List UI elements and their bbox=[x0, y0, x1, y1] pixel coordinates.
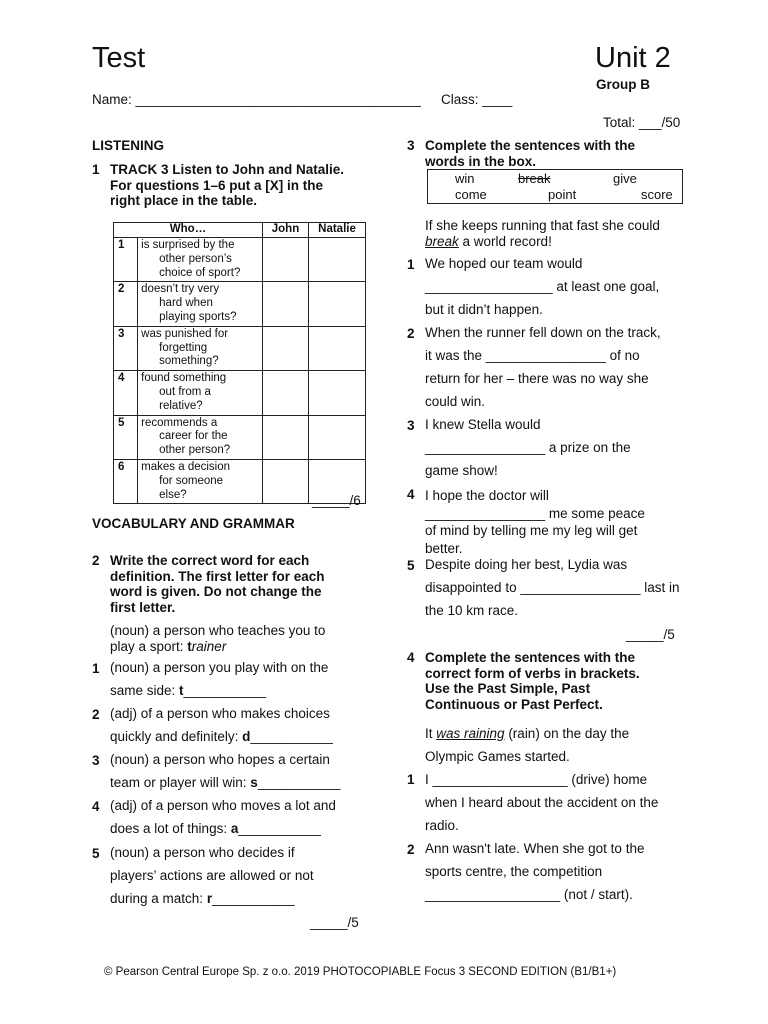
score-q2: _____/5 bbox=[310, 915, 359, 930]
row-question: was punished for forgetting something? bbox=[138, 326, 263, 370]
box-word: win bbox=[455, 171, 475, 186]
table-header-who: Who… bbox=[114, 223, 263, 238]
class-field[interactable]: Class: ____ bbox=[441, 92, 513, 107]
list-item: (adj) of a person who makes choices quickly and definitely: d___________ bbox=[110, 706, 333, 744]
box-word-used: break bbox=[518, 171, 551, 186]
table-row bbox=[114, 371, 366, 415]
row-question: doesn’t try very hard when playing sports? bbox=[138, 282, 263, 326]
answer-cell-john[interactable] bbox=[263, 371, 309, 415]
table-row bbox=[114, 282, 366, 326]
list-item: We hoped our team would _________________ at least one goal, but it didn’t happen. bbox=[425, 256, 660, 317]
list-item: (noun) a person you play with on the same side: t___________ bbox=[110, 660, 329, 698]
answer-cell-john[interactable] bbox=[263, 238, 309, 282]
item-number: 1 bbox=[407, 772, 415, 787]
answer-cell-natalie[interactable] bbox=[309, 371, 366, 415]
item-number: 2 bbox=[407, 842, 415, 857]
section-heading-listening: LISTENING bbox=[92, 138, 165, 153]
list-item: Ann wasn't late. When she got to the sports centre, the competition __________________ (not / start). bbox=[425, 841, 645, 902]
score-q1: _____/6 bbox=[312, 493, 361, 508]
row-number: 2 bbox=[114, 282, 138, 326]
list-item: (adj) of a person who moves a lot and does a lot of things: a___________ bbox=[110, 798, 336, 836]
question-1-instruction: TRACK 3 Listen to John and Natalie. For questions 1–6 put a [X] in the right place in the table. bbox=[110, 162, 345, 208]
item-number: 1 bbox=[92, 661, 100, 676]
total-score: Total: ___/50 bbox=[603, 115, 681, 130]
group-label: Group B bbox=[596, 77, 650, 92]
question-4-instruction: Complete the sentences with the correct form of verbs in brackets. Use the Past Simple, Past Continuous or Past Perfect. bbox=[425, 650, 640, 712]
question-3-instruction: Complete the sentences with the words in the box. bbox=[425, 138, 636, 169]
item-number: 3 bbox=[407, 418, 415, 433]
answer-blank[interactable]: ___________ bbox=[183, 683, 267, 698]
item-number: 1 bbox=[407, 257, 415, 272]
answer-blank[interactable]: ___________ bbox=[238, 821, 321, 836]
unit-title: Unit 2 bbox=[595, 42, 671, 74]
answer-cell-john[interactable] bbox=[263, 459, 309, 503]
question-2-instruction: Write the correct word for each definition. The first letter for each word is given. Do not change the first letter. bbox=[110, 553, 325, 615]
answer-blank[interactable]: ___________ bbox=[212, 891, 295, 906]
page-title: Test bbox=[92, 42, 146, 74]
list-item: I hope the doctor will ________________ me some peace of mind by telling me my leg will get better. bbox=[425, 488, 645, 556]
list-item: When the runner fell down on the track, it was the ________________ of no return for her – there was no way she could win. bbox=[425, 325, 661, 409]
name-field[interactable]: Name: ______________________________________ bbox=[92, 92, 421, 107]
answer-blank[interactable]: ___________ bbox=[250, 729, 333, 744]
list-item: (noun) a person who decides if players’ actions are allowed or not during a match: r___________ bbox=[110, 845, 314, 906]
table-header-natalie: Natalie bbox=[309, 223, 366, 238]
answer-cell-john[interactable] bbox=[263, 326, 309, 370]
answer-cell-natalie[interactable] bbox=[309, 282, 366, 326]
row-question: found something out from a relative? bbox=[138, 371, 263, 415]
footer-copyright: © Pearson Central Europe Sp. z o.o. 2019 PHOTOCOPIABLE Focus 3 SECOND EDITION (B1/B1+) bbox=[104, 966, 617, 978]
section-heading-vocabulary: VOCABULARY AND GRAMMAR bbox=[92, 516, 295, 531]
table-row bbox=[114, 415, 366, 459]
question-number: 2 bbox=[92, 553, 100, 568]
table-row bbox=[114, 326, 366, 370]
listening-answer-table bbox=[113, 222, 366, 504]
answer-cell-john[interactable] bbox=[263, 282, 309, 326]
item-number: 2 bbox=[407, 326, 415, 341]
answer-cell-john[interactable] bbox=[263, 415, 309, 459]
box-word: come bbox=[455, 187, 487, 202]
question-3-example: If she keeps running that fast she could break a world record! bbox=[425, 218, 660, 249]
box-word: score bbox=[641, 187, 673, 202]
list-item: Despite doing her best, Lydia was disappointed to ________________ last in the 10 km race. bbox=[425, 557, 680, 618]
row-number: 3 bbox=[114, 326, 138, 370]
row-question: makes a decision for someone else? bbox=[138, 459, 263, 503]
list-item: I knew Stella would ________________ a prize on the game show! bbox=[425, 417, 631, 478]
item-number: 5 bbox=[92, 846, 100, 861]
question-number: 3 bbox=[407, 138, 415, 153]
answer-cell-natalie[interactable] bbox=[309, 415, 366, 459]
item-number: 5 bbox=[407, 558, 415, 573]
box-word: give bbox=[613, 171, 637, 186]
item-number: 4 bbox=[92, 799, 100, 814]
question-4-example: It was raining (rain) on the day the Olympic Games started. bbox=[425, 726, 630, 764]
item-number: 4 bbox=[407, 487, 415, 502]
row-number: 6 bbox=[114, 459, 138, 503]
word-box bbox=[427, 169, 683, 204]
row-number: 5 bbox=[114, 415, 138, 459]
answer-cell-natalie[interactable] bbox=[309, 326, 366, 370]
row-number: 4 bbox=[114, 371, 138, 415]
table-row bbox=[114, 238, 366, 282]
row-number: 1 bbox=[114, 238, 138, 282]
list-item: I __________________ (drive) home when I heard about the accident on the radio. bbox=[425, 772, 659, 833]
row-question: recommends a career for the other person? bbox=[138, 415, 263, 459]
question-number: 4 bbox=[407, 650, 415, 665]
question-number: 1 bbox=[92, 162, 100, 177]
score-q3: _____/5 bbox=[626, 627, 675, 642]
row-question: is surprised by the other person’s choice of sport? bbox=[138, 238, 263, 282]
question-2-example: (noun) a person who teaches you to play a sport: trainer bbox=[110, 623, 326, 654]
table-header-john: John bbox=[263, 223, 309, 238]
answer-blank[interactable]: ___________ bbox=[257, 775, 341, 790]
list-item: (noun) a person who hopes a certain team or player will win: s___________ bbox=[110, 752, 341, 790]
item-number: 2 bbox=[92, 707, 100, 722]
item-number: 3 bbox=[92, 753, 100, 768]
answer-cell-natalie[interactable] bbox=[309, 238, 366, 282]
box-word: point bbox=[548, 187, 577, 202]
